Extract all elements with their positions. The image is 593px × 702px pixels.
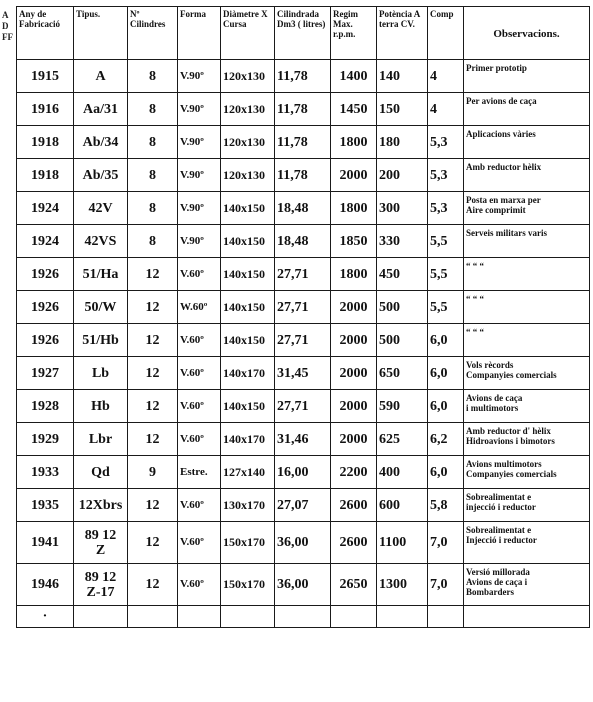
table-row	[17, 60, 590, 93]
header-year: Any de Fabricació	[17, 7, 74, 60]
table-row	[17, 93, 590, 126]
cell-observations: Amb reductor d' hèlix Hidroavions i bimotors	[464, 423, 590, 456]
cell-power: 600	[377, 489, 428, 522]
cell-observations: Avions multimotors Companyies comercials	[464, 456, 590, 489]
cell-form: V.90º	[178, 159, 221, 192]
cell-displacement: 27,71	[275, 258, 331, 291]
cell-form: W.60º	[178, 291, 221, 324]
cell-compression: 6,0	[428, 324, 464, 357]
cell-observations: Sobrealimentat e injecció i reductor	[464, 489, 590, 522]
table-row	[17, 456, 590, 489]
cell-type: Ab/35	[74, 159, 128, 192]
cell-power: 625	[377, 423, 428, 456]
cell-displacement	[275, 606, 331, 628]
table-row	[17, 489, 590, 522]
header-displacement: Cilindrada Dm3 ( litres)	[275, 7, 331, 60]
cell-power: 590	[377, 390, 428, 423]
cell-power: 150	[377, 93, 428, 126]
cell-displacement: 36,00	[275, 522, 331, 564]
cell-bore-stroke: 140x150	[221, 390, 275, 423]
table-row	[17, 423, 590, 456]
cell-displacement: 27,71	[275, 291, 331, 324]
cell-cylinders: 8	[128, 192, 178, 225]
cell-observations: Vols rècords Companyies comercials	[464, 357, 590, 390]
cell-rpm: 1800	[331, 258, 377, 291]
cell-observations: “ “ “	[464, 258, 590, 291]
cell-cylinders: 8	[128, 93, 178, 126]
cell-year: 1924	[17, 192, 74, 225]
cell-observations: Avions de caça i multimotors	[464, 390, 590, 423]
cell-type: Lb	[74, 357, 128, 390]
cell-type: 12Xbrs	[74, 489, 128, 522]
cell-year: 1926	[17, 291, 74, 324]
cell-bore-stroke: 140x150	[221, 192, 275, 225]
header-bore-stroke: Diàmetre X Cursa	[221, 7, 275, 60]
table-row	[17, 390, 590, 423]
cell-power: 400	[377, 456, 428, 489]
table-row	[17, 225, 590, 258]
header-power: Potència A terra CV.	[377, 7, 428, 60]
side-labels	[2, 10, 13, 43]
cell-displacement: 11,78	[275, 159, 331, 192]
cell-rpm: 1800	[331, 126, 377, 159]
cell-cylinders: 9	[128, 456, 178, 489]
cell-rpm: 2000	[331, 423, 377, 456]
cell-type: Ab/34	[74, 126, 128, 159]
table-row	[17, 357, 590, 390]
header-cylinders: Nº Cilindres	[128, 7, 178, 60]
cell-bore-stroke: 140x150	[221, 291, 275, 324]
header-observations: Observacions.	[464, 7, 590, 60]
cell-year: 1918	[17, 126, 74, 159]
cell-form: V.90º	[178, 225, 221, 258]
cell-displacement: 27,71	[275, 324, 331, 357]
cell-power: 500	[377, 291, 428, 324]
cell-observations: Per avions de caça	[464, 93, 590, 126]
cell-rpm: 2000	[331, 291, 377, 324]
cell-displacement: 11,78	[275, 93, 331, 126]
table-row	[17, 258, 590, 291]
cell-rpm: 2000	[331, 159, 377, 192]
cell-compression: 5,5	[428, 291, 464, 324]
cell-compression: 4	[428, 93, 464, 126]
cell-year: 1926	[17, 258, 74, 291]
cell-type: Lbr	[74, 423, 128, 456]
cell-year: 1927	[17, 357, 74, 390]
cell-year: 1933	[17, 456, 74, 489]
cell-cylinders: 12	[128, 489, 178, 522]
cell-displacement: 16,00	[275, 456, 331, 489]
table-row	[17, 126, 590, 159]
cell-bore-stroke: 140x150	[221, 258, 275, 291]
cell-cylinders: 12	[128, 324, 178, 357]
cell-observations: Primer prototip	[464, 60, 590, 93]
table-row	[17, 324, 590, 357]
cell-cylinders: 12	[128, 357, 178, 390]
side-label: D	[2, 21, 9, 31]
cell-bore-stroke: 140x170	[221, 423, 275, 456]
cell-rpm: 1400	[331, 60, 377, 93]
cell-bore-stroke: 140x150	[221, 324, 275, 357]
cell-form: V.60º	[178, 324, 221, 357]
cell-bore-stroke: 120x130	[221, 60, 275, 93]
cell-displacement: 18,48	[275, 192, 331, 225]
cell-bore-stroke	[221, 606, 275, 628]
cell-year: 1924	[17, 225, 74, 258]
cell-displacement: 27,71	[275, 390, 331, 423]
cell-bore-stroke: 140x150	[221, 225, 275, 258]
cell-cylinders: 8	[128, 60, 178, 93]
cell-compression: 5,3	[428, 192, 464, 225]
cell-year: 1935	[17, 489, 74, 522]
cell-rpm: 2600	[331, 522, 377, 564]
cell-power: 200	[377, 159, 428, 192]
table-row	[17, 291, 590, 324]
table-row	[17, 606, 590, 628]
table-row	[17, 522, 590, 564]
cell-type: 50/W	[74, 291, 128, 324]
cell-observations: Versió millorada Avions de caça i Bombarders	[464, 564, 590, 606]
cell-power	[377, 606, 428, 628]
cell-type: A	[74, 60, 128, 93]
cell-compression: 7,0	[428, 564, 464, 606]
cell-year: 1941	[17, 522, 74, 564]
cell-displacement: 31,46	[275, 423, 331, 456]
cell-rpm: 2000	[331, 324, 377, 357]
cell-form: V.60º	[178, 423, 221, 456]
cell-cylinders: 8	[128, 159, 178, 192]
cell-rpm: 2650	[331, 564, 377, 606]
cell-cylinders: 12	[128, 291, 178, 324]
table-row	[17, 159, 590, 192]
cell-bore-stroke: 140x170	[221, 357, 275, 390]
cell-bore-stroke: 130x170	[221, 489, 275, 522]
table-row	[17, 564, 590, 606]
cell-compression: 6,0	[428, 456, 464, 489]
cell-cylinders: 12	[128, 564, 178, 606]
cell-power: 650	[377, 357, 428, 390]
cell-year: 1928	[17, 390, 74, 423]
cell-displacement: 31,45	[275, 357, 331, 390]
cell-compression: 5,5	[428, 258, 464, 291]
cell-form: V.60º	[178, 522, 221, 564]
cell-displacement: 11,78	[275, 60, 331, 93]
cell-form: V.60º	[178, 564, 221, 606]
cell-compression: 5,3	[428, 126, 464, 159]
cell-type: 51/Ha	[74, 258, 128, 291]
cell-type: 89 12 Z-17	[74, 564, 128, 606]
cell-displacement: 18,48	[275, 225, 331, 258]
cell-compression	[428, 606, 464, 628]
cell-power: 450	[377, 258, 428, 291]
cell-compression: 6,2	[428, 423, 464, 456]
cell-observations: “ “ “	[464, 324, 590, 357]
cell-type: 51/Hb	[74, 324, 128, 357]
cell-power: 1300	[377, 564, 428, 606]
table-row	[17, 192, 590, 225]
header-compression: Comp	[428, 7, 464, 60]
cell-form	[178, 606, 221, 628]
cell-form: V.60º	[178, 258, 221, 291]
cell-compression: 5,8	[428, 489, 464, 522]
cell-compression: 4	[428, 60, 464, 93]
cell-cylinders: 12	[128, 258, 178, 291]
header-rpm: Regim Max. r.p.m.	[331, 7, 377, 60]
cell-displacement: 36,00	[275, 564, 331, 606]
cell-cylinders	[128, 606, 178, 628]
cell-rpm	[331, 606, 377, 628]
cell-observations: Aplicacions vàries	[464, 126, 590, 159]
cell-bore-stroke: 150x170	[221, 564, 275, 606]
cell-rpm: 1800	[331, 192, 377, 225]
cell-compression: 5,3	[428, 159, 464, 192]
cell-form: V.90º	[178, 192, 221, 225]
cell-form: V.90º	[178, 93, 221, 126]
cell-observations: Amb reductor hèlix	[464, 159, 590, 192]
cell-power: 140	[377, 60, 428, 93]
cell-power: 180	[377, 126, 428, 159]
cell-type: Qd	[74, 456, 128, 489]
cell-displacement: 11,78	[275, 126, 331, 159]
cell-type: 89 12 Z	[74, 522, 128, 564]
cell-year: 1926	[17, 324, 74, 357]
cell-power: 500	[377, 324, 428, 357]
cell-power: 300	[377, 192, 428, 225]
cell-type: 42V	[74, 192, 128, 225]
cell-rpm: 2600	[331, 489, 377, 522]
cell-rpm: 1850	[331, 225, 377, 258]
cell-bore-stroke: 120x130	[221, 126, 275, 159]
cell-cylinders: 8	[128, 225, 178, 258]
cell-form: V.60º	[178, 390, 221, 423]
cell-power: 1100	[377, 522, 428, 564]
cell-bore-stroke: 120x130	[221, 159, 275, 192]
cell-form: V.90º	[178, 60, 221, 93]
cell-form: Estre.	[178, 456, 221, 489]
cell-year: ·	[17, 606, 74, 628]
cell-displacement: 27,07	[275, 489, 331, 522]
cell-cylinders: 12	[128, 390, 178, 423]
cell-type: Aa/31	[74, 93, 128, 126]
cell-rpm: 2000	[331, 357, 377, 390]
cell-rpm: 2200	[331, 456, 377, 489]
cell-rpm: 2000	[331, 390, 377, 423]
cell-rpm: 1450	[331, 93, 377, 126]
cell-compression: 6,0	[428, 390, 464, 423]
cell-year: 1915	[17, 60, 74, 93]
cell-type: Hb	[74, 390, 128, 423]
cell-type	[74, 606, 128, 628]
cell-compression: 7,0	[428, 522, 464, 564]
cell-compression: 6,0	[428, 357, 464, 390]
engine-table	[16, 6, 590, 628]
cell-year: 1929	[17, 423, 74, 456]
cell-year: 1946	[17, 564, 74, 606]
header-row	[17, 7, 590, 60]
header-type: Tipus.	[74, 7, 128, 60]
cell-bore-stroke: 127x140	[221, 456, 275, 489]
cell-form: V.60º	[178, 357, 221, 390]
cell-observations: Serveis militars varis	[464, 225, 590, 258]
cell-form: V.60º	[178, 489, 221, 522]
cell-power: 330	[377, 225, 428, 258]
cell-observations: “ “ “	[464, 291, 590, 324]
cell-cylinders: 12	[128, 522, 178, 564]
cell-year: 1916	[17, 93, 74, 126]
cell-observations	[464, 606, 590, 628]
cell-year: 1918	[17, 159, 74, 192]
cell-compression: 5,5	[428, 225, 464, 258]
cell-bore-stroke: 150x170	[221, 522, 275, 564]
cell-cylinders: 8	[128, 126, 178, 159]
cell-form: V.90º	[178, 126, 221, 159]
cell-observations: Sobrealimentat e Injecció i reductor	[464, 522, 590, 564]
cell-bore-stroke: 120x130	[221, 93, 275, 126]
cell-observations: Posta en marxa per Aire comprimit	[464, 192, 590, 225]
cell-type: 42VS	[74, 225, 128, 258]
side-label: A	[2, 10, 9, 20]
side-label: FF	[2, 32, 13, 42]
cell-cylinders: 12	[128, 423, 178, 456]
header-form: Forma	[178, 7, 221, 60]
